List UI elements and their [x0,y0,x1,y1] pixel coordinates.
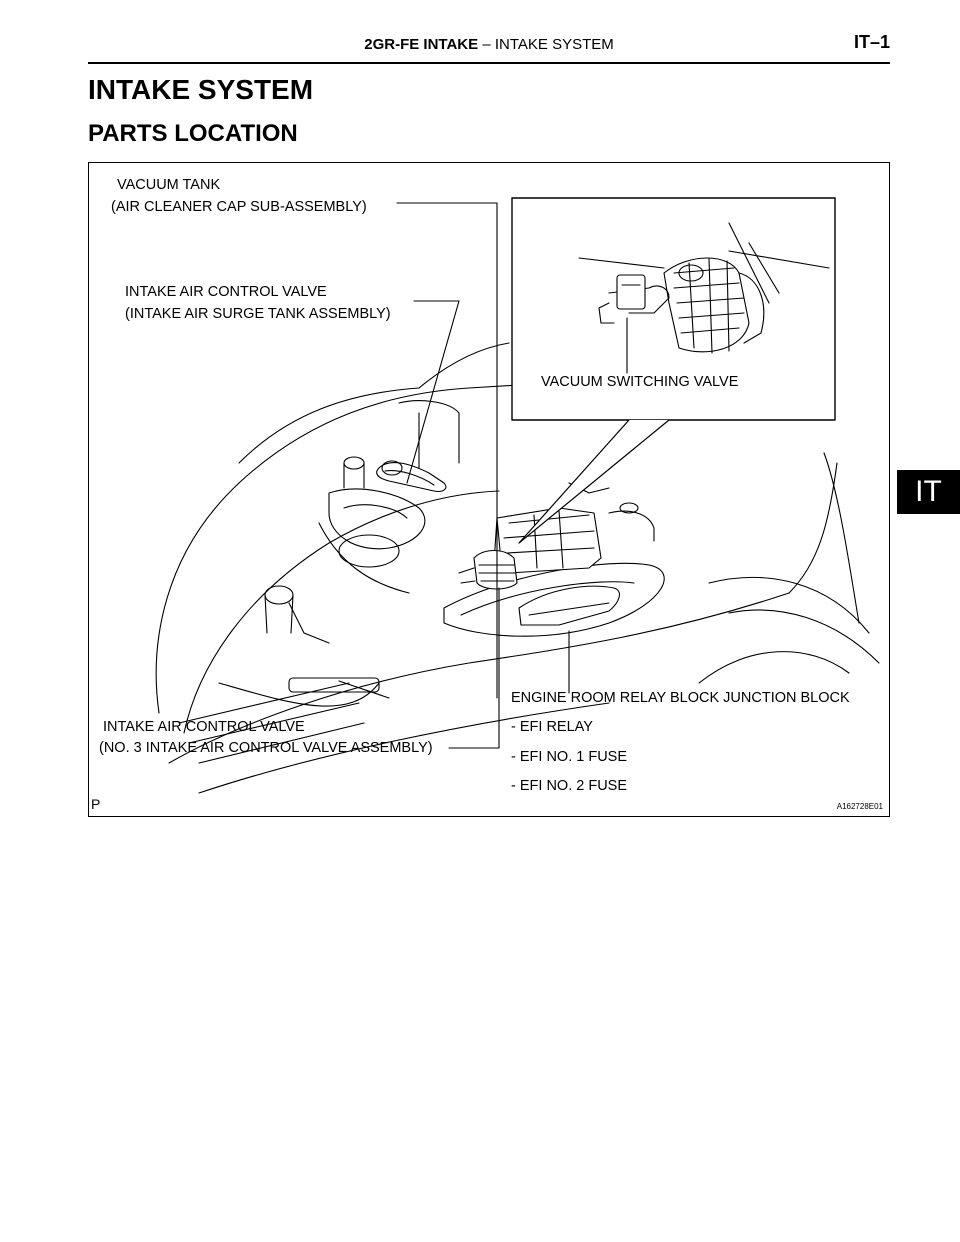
section-title: PARTS LOCATION [88,120,298,147]
label-relay-block: ENGINE ROOM RELAY BLOCK JUNCTION BLOCK [511,690,850,706]
page-header [88,30,890,64]
figure-corner-mark: P [91,796,101,812]
label-vacuum-tank: VACUUM TANK [117,177,221,193]
header-rule [88,62,890,64]
label-iacv-top: INTAKE AIR CONTROL VALVE [125,284,327,300]
label-vacuum-switching-valve: VACUUM SWITCHING VALVE [541,374,739,390]
figure-id: A162728E01 [836,802,883,811]
label-iacv-bottom-part: (NO. 3 INTAKE AIR CONTROL VALVE ASSEMBLY) [99,740,433,756]
page-title: INTAKE SYSTEM [88,74,314,105]
label-efi-fuse-2: - EFI NO. 2 FUSE [511,778,628,794]
label-iacv-top-part: (INTAKE AIR SURGE TANK ASSEMBLY) [125,306,391,322]
label-efi-fuse-1: - EFI NO. 1 FUSE [511,749,628,765]
label-vacuum-tank-part: (AIR CLEANER CAP SUB-ASSEMBLY) [111,199,367,215]
header-section-title [88,36,890,53]
label-iacv-bottom: INTAKE AIR CONTROL VALVE [103,719,305,735]
parts-location-figure [88,162,890,817]
header-page-number: IT–1 [853,32,890,52]
header-section-rest: – INTAKE SYSTEM [482,36,614,53]
side-tab: IT [897,470,960,514]
header-section-bold: 2GR-FE INTAKE [364,36,479,53]
label-efi-relay: - EFI RELAY [511,719,593,735]
